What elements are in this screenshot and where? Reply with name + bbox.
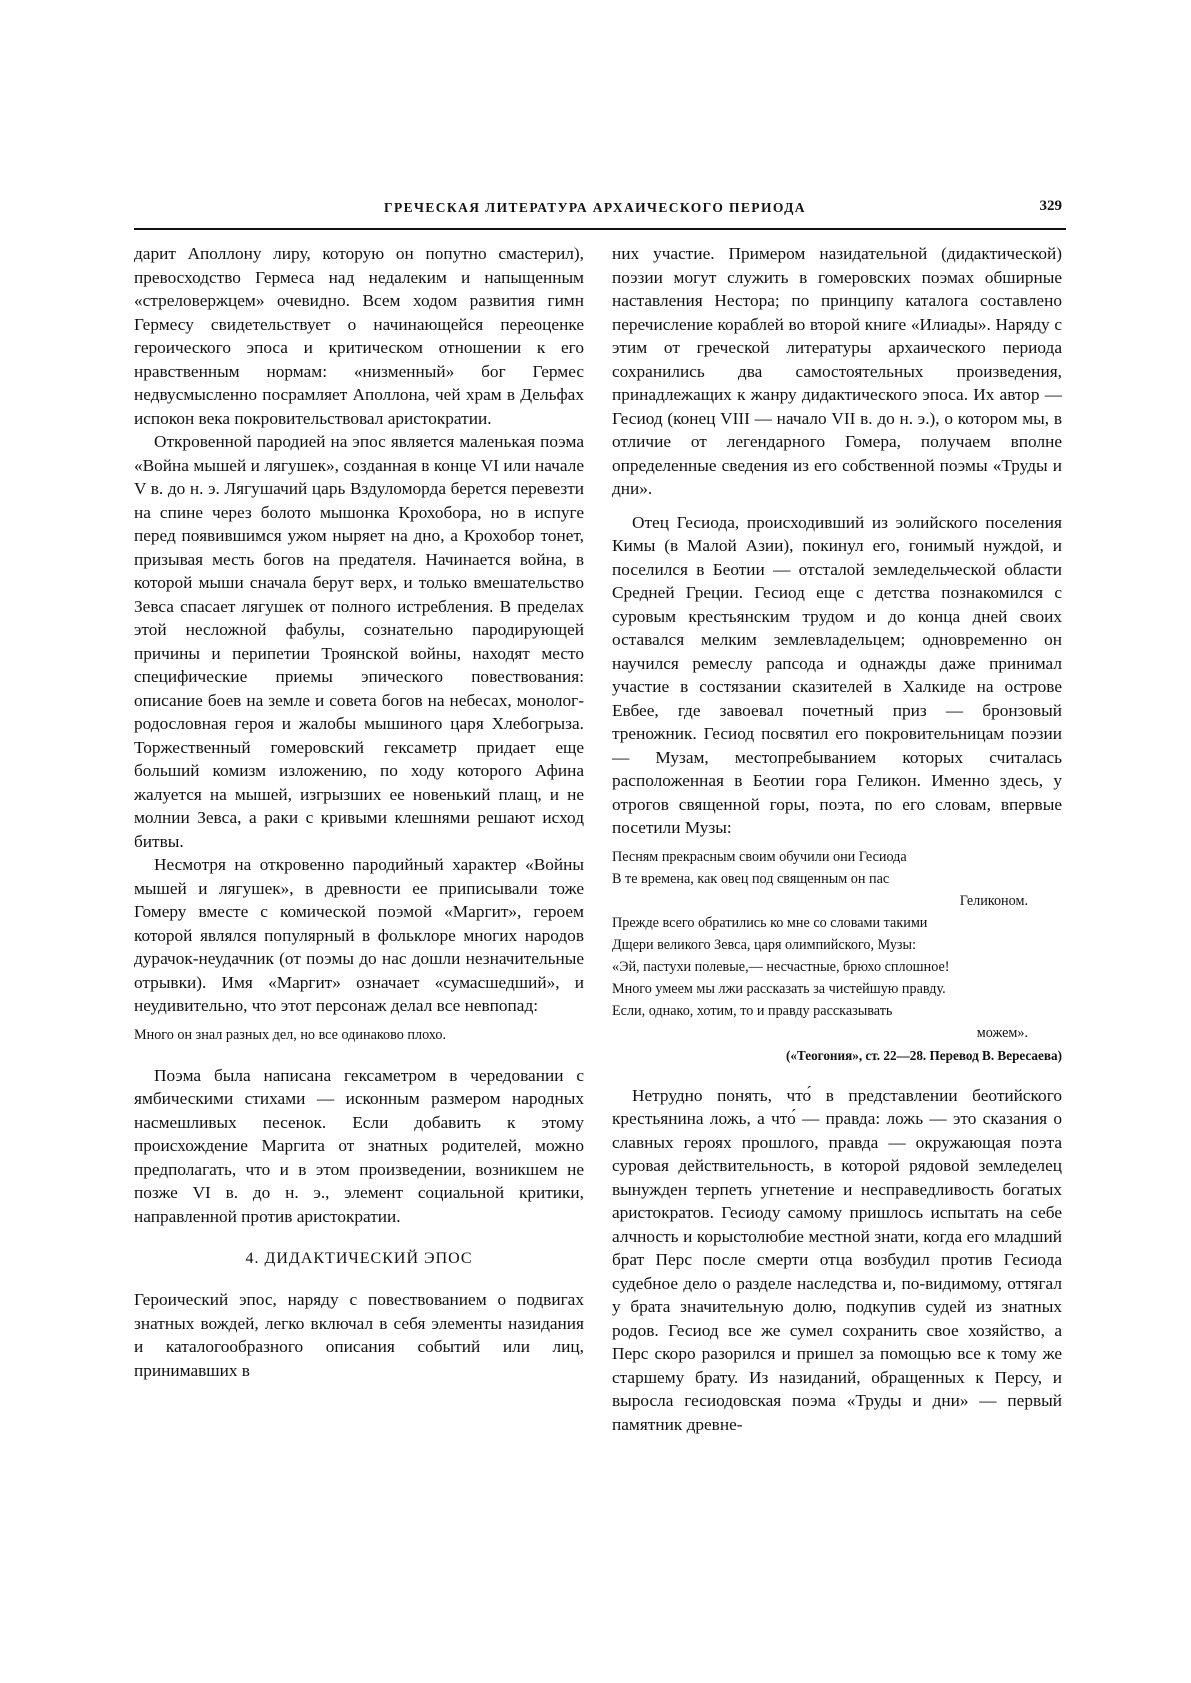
verse-source-caption: («Теогония», ст. 22—28. Перевод В. Вересаева) <box>785 1047 1062 1063</box>
verse-teogoniya <box>612 846 1062 1044</box>
paragraph-geroicheskiy-epos: Героический эпос, наряду с повествованием о подвигах знатных вождей, легко включал в себя элементы назидания и каталогообразного описания событий или лиц, принимавших в <box>134 1290 584 1380</box>
verse-line: Много он знал разных дел, но все одинаково плохо. <box>134 1026 446 1043</box>
section-heading: 4. ДИДАКТИЧЕСКИЙ ЭПОС <box>245 1250 473 1267</box>
paragraph-otets-gesioda: Отец Гесиода, происходивший из эолийского поселения Кимы (в Малой Азии), покинул его, гонимый нуждой, и поселился в Беотии — отсталой земледельческой области Средней Греции. Гесиод еще с детства познакомился с суровым крестьянским трудом и до конца дней своих оставался мелким землевладельцем; одновременно он научился ремеслу рапсода и однажды даже принимал участие в состязании сказителей в Халкиде на острове Евбее, где завоевал почетный приз — бронзовый треножник. Гесиод посвятил его покровительницам поэзии — Музам, местопребыванием которых считалась расположенная в Беотии гора Геликон. Именно здесь, у отрогов священной горы, поэта, по его словам, впервые посетили Музы: <box>612 512 1062 837</box>
left-column <box>134 242 584 1382</box>
paragraph-gimn-germesu-end: дарит Аполлону лиру, которую он попутно смастерил), превосходство Гермеса над недалеким и напыщенным «стреловержцем» очевидно. Всем ходом развития гимн Гермесу свидетельствует о начинающейся переоценке героического эпоса и критическом отношении к его нравственным нормам: «низменный» бог Гермес недвусмысленно посрамляет Аполлона, чей храм в Дельфах испокон века покровительствовал аристократии. <box>134 244 584 428</box>
paragraph-poema-geksametr: Поэма была написана гексаметром в чередовании с ямбическими стихами — исконным размером народных насмешливых песенок. Если добавить к этому происхождение Маргита от знатных родителей, можно предполагать, что и в этом произведении, возникшем не позже VI в. до н. э., элемент социальной критики, направленной против аристократии. <box>134 1065 584 1226</box>
verse-line: Если, однако, хотим, то и правду рассказывать <box>612 1002 893 1019</box>
right-column <box>612 242 1062 1436</box>
verse-line: Много умеем мы лжи рассказать за чистейшую правду. <box>612 980 946 997</box>
paragraph-lozh-i-pravda: Нетрудно понять, что́ в представлении беотийского крестьянина ложь, а что́ — правда: ложь — это сказания о славных героях прошлого, правда — окружающая поэта суровая действительность, в которой рядовой земледелец вынужден терпеть угнетение и несправедливость богатых аристократов. Гесиоду самому пришлось испытать на себе алчность и корыстолюбие местной знати, когда его младший брат Перс после смерти отца возбудил против Гесиода судебное дело о разделе наследства и, по-видимому, оттягал у брата значительную долю, подкупив судей из знатных родов. Гесиод все же сумел сохранить свое хозяйство, а Перс скоро разорился и пришел за помощью все к тому же старшему брату. Из назиданий, обращенных к Персу, и выросла гесиодовская поэма «Труды и дни» — первый памятник древне- <box>612 1085 1062 1434</box>
running-title: ГРЕЧЕСКАЯ ЛИТЕРАТУРА АРХАИЧЕСКОГО ПЕРИОДА <box>384 200 806 215</box>
verse-line: «Эй, пастухи полевые,— несчастные, брюхо сплошное! <box>612 958 950 975</box>
verse-line-continuation: можем». <box>976 1024 1028 1041</box>
paragraph-voyna-myshey: Откровенной пародией на эпос является маленькая поэма «Война мышей и лягушек», созданная в конце VI или начале V в. до н. э. Лягушачий царь Вздуломорда берется перевезти на спине через болото мышонка Крохобора, но в испуге перед появившимся ужом ныряет на дно, а Крохобор тонет, призывая месть богов на предателя. Начинается война, в которой мыши сначала берут верх, и только вмешательство Зевса спасает лягушек от полного истребления. В пределах этой несложной фабулы, сознательно пародирующей причины и перипетии Троянской войны, находят место специфические приемы эпического повествования: описание боев на земле и совета богов на небесах, монолог-родословная героя и жалобы мышиного царя Хлебогрыза. Торжественный гомеровский гексаметр придает еще больший комизм изложению, по ходу которого Афина жалуется на мышей, изгрызших ее новенький плащ, и не молнии Зевса, а раки с кривыми клешнями решают исход битвы. <box>134 432 584 851</box>
verse-line: Песням прекрасным своим обучили они Гесиода <box>612 848 907 865</box>
verse-line: Дщери великого Зевса, царя олимпийского, Музы: <box>612 936 917 953</box>
paragraph-didakticheskaya-poeziya: них участие. Примером назидательной (дидактической) поэзии могут служить в гомеровских поэмах обширные наставления Нестора; по принципу каталога составлено перечисление кораблей во второй книге «Илиады». Наряду с этим от греческой литературы архаического периода сохранились два самостоятельных произведения, принадлежащих к жанру дидактического эпоса. Их автор — Гесиод (конец VIII — начало VII в. до н. э.), о котором мы, в отличие от легендарного Гомера, получаем вполне определенные сведения из его собственной поэмы «Труды и дни». <box>612 244 1062 498</box>
verse-line-continuation: Геликоном. <box>959 892 1028 909</box>
page-number: 329 <box>1039 198 1062 214</box>
running-header <box>134 196 1066 230</box>
verse-line: В те времена, как овец под священным он пас <box>612 870 890 887</box>
verse-line: Прежде всего обратились ко мне со словами такими <box>612 914 928 931</box>
paragraph-margit: Несмотря на откровенно пародийный характер «Войны мышей и лягушек», в древности ее приписывали тоже Гомеру вместе с комической поэмой «Маргит», героем которой являлся популярный в фольклоре многих народов дурачок-неудачник (от поэмы до нас дошли незначительные отрывки). Имя «Маргит» означает «сумасшедший», и неудивительно, что этот персонаж делал все невпопад: <box>134 855 584 1015</box>
verse-margit <box>134 1024 584 1046</box>
